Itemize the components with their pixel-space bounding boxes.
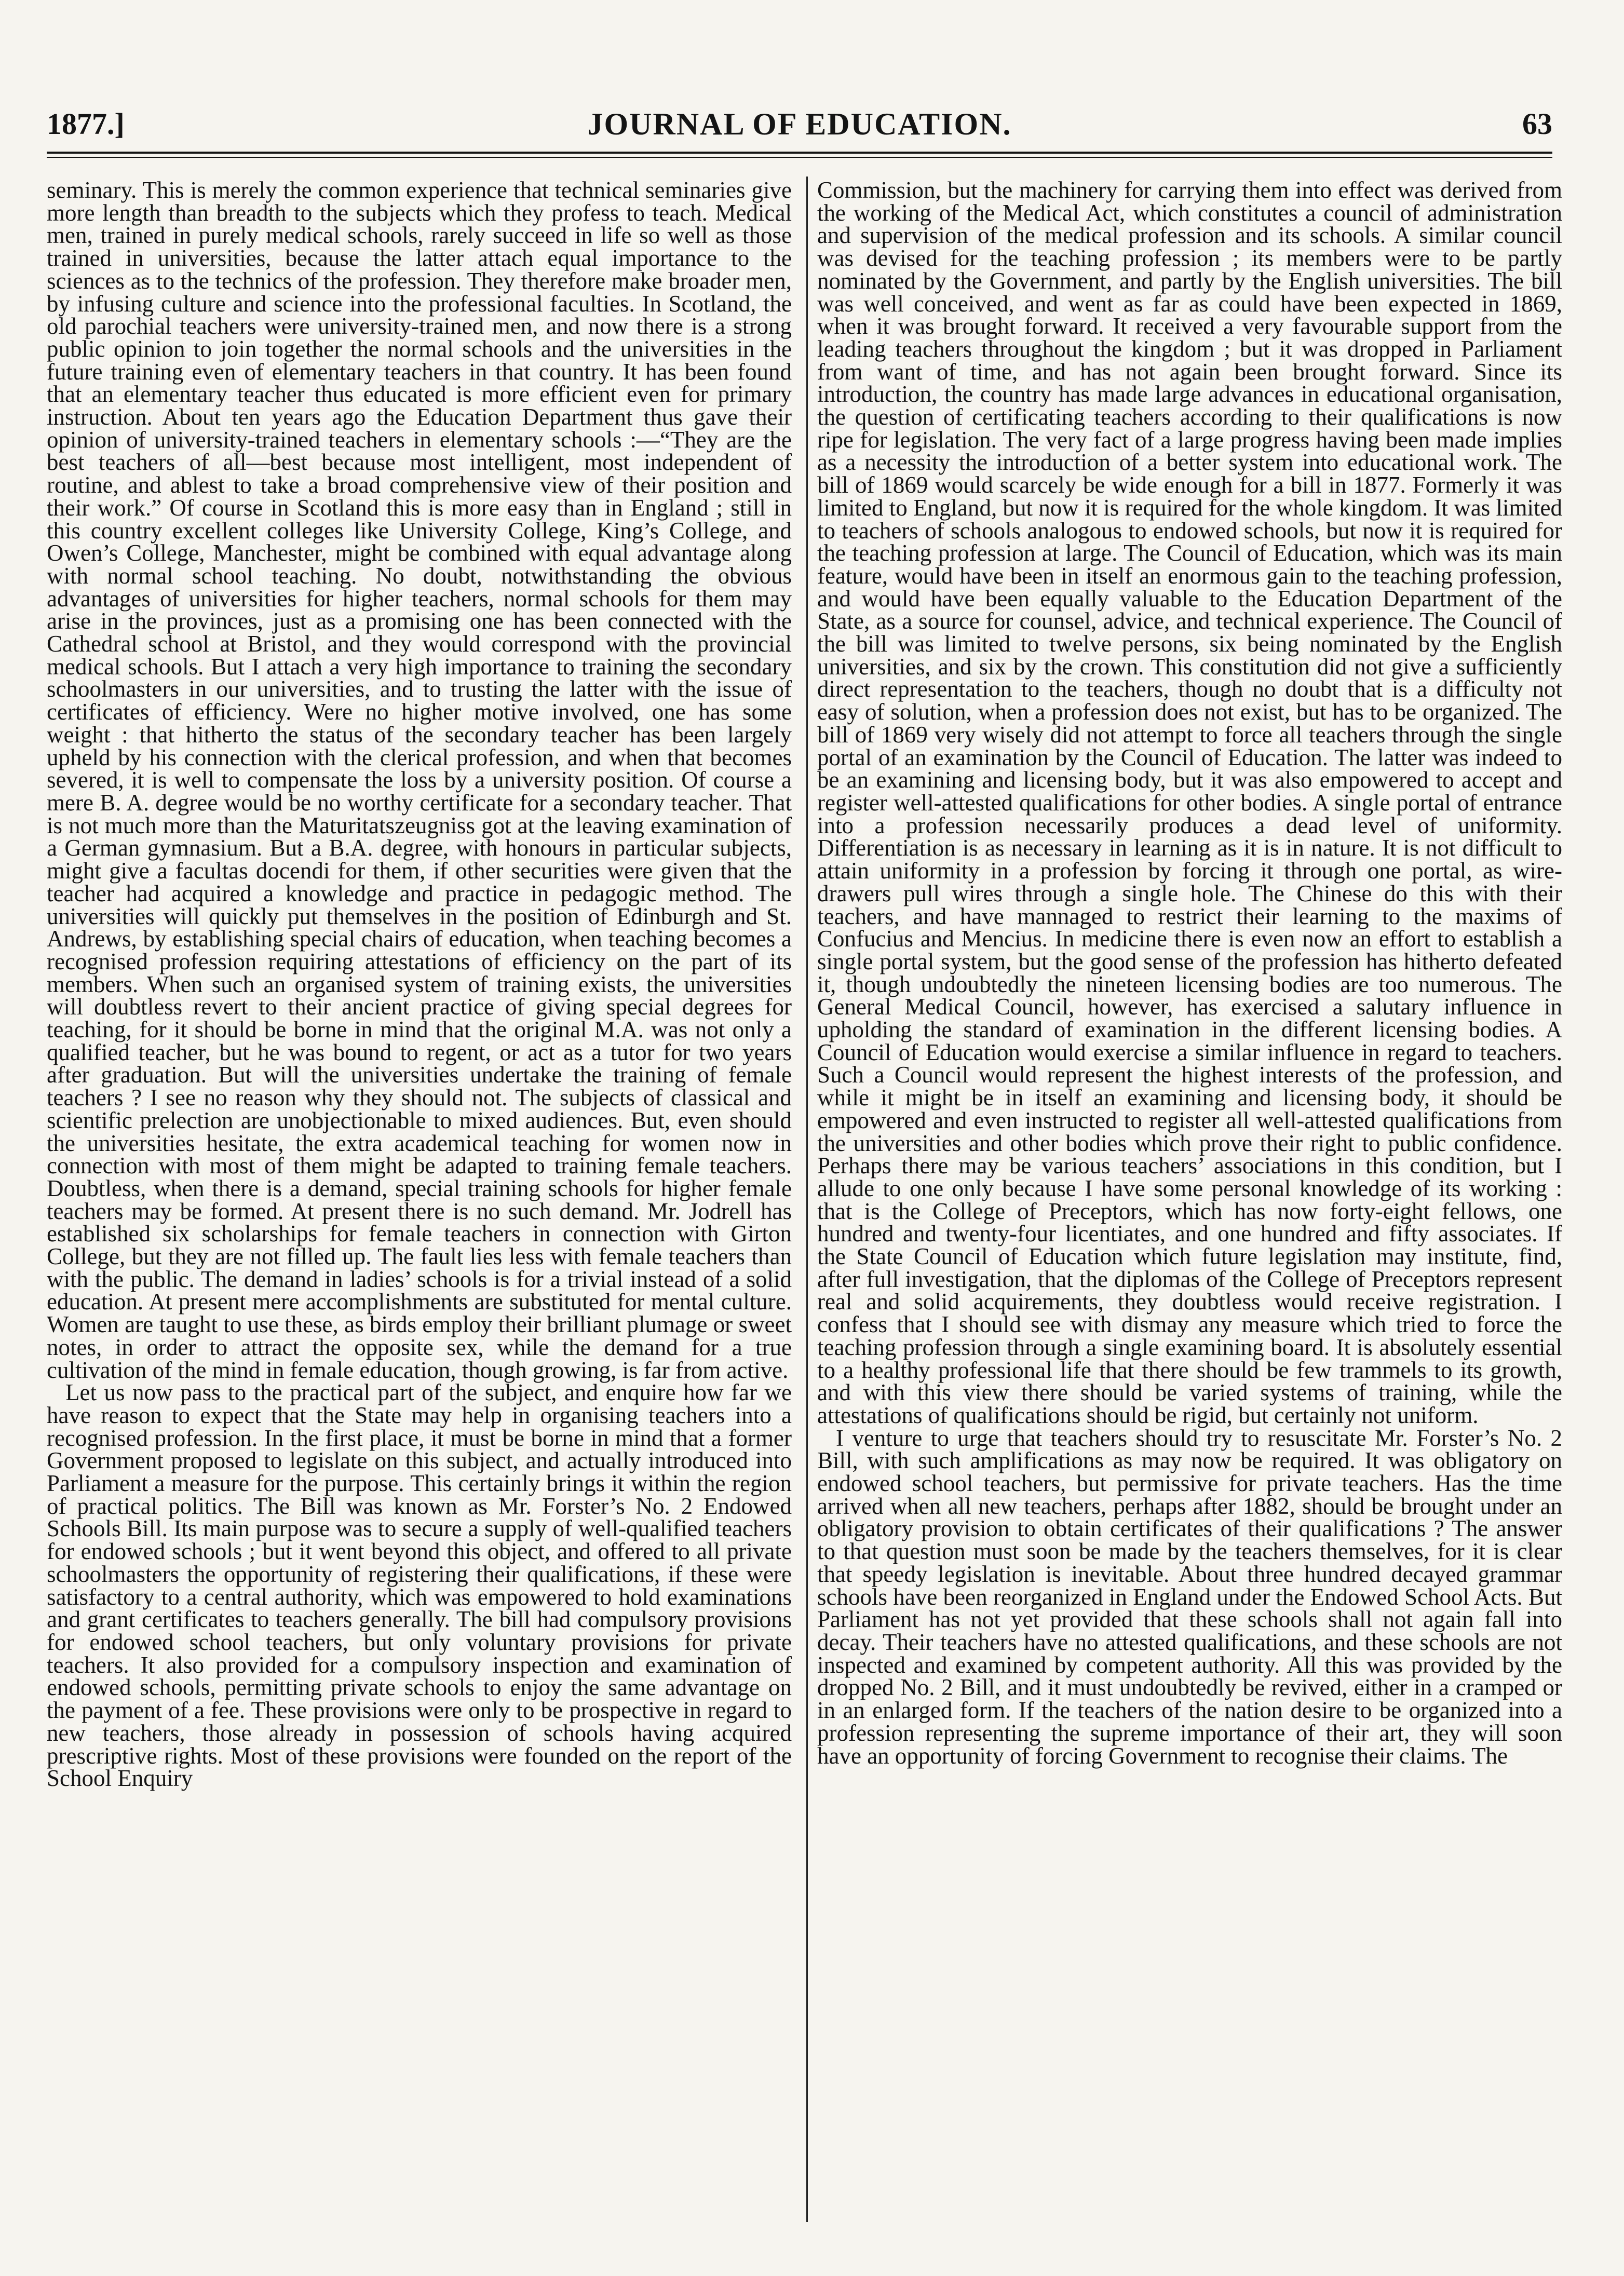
paragraph: Let us now pass to the practical part of the subject, and enquire how far we have reason to expect that the State may help in organising teachers into a recognised profession. In the first place, it must be borne in mind that a former Government proposed to legislate on this subject, and actually introduced into Parliament a measure for the purpose. This certainly brings it within the region of practical politics. The Bill was known as Mr. Forster’s No. 2 Endowed Schools Bill. Its main purpose was to secure a supply of well-qualified teachers for endowed schools ; but it went beyond this object, and offered to all private schoolmasters the opportunity of registering their qualifications, if these were satisfactory to a central authority, which was empowered to hold examinations and grant certificates to teachers generally. The bill had compulsory provisions for endowed school teachers, but only voluntary provisions for private teachers. It also provided for a compulsory inspection and examination of endowed schools, permitting private schools to enjoy the same advantage on the payment of a fee. These provisions were only to be prospective in regard to new teachers, those already in possession of schools having acquired prescriptive rights. Most of these provisions were founded on the report of the School Enquiry [47,1379,792,1792]
right-column [817,179,1562,2222]
paragraph: I venture to urge that teachers should try to resuscitate Mr. Forster’s No. 2 Bill, with such amplifications as may now be required. It was obligatory on endowed school teachers, but permissive for private teachers. Has the time arrived when all new teachers, perhaps after 1882, should be brought under an obligatory provision to obtain certificates of their qualifications ? The answer to that question must soon be made by the teachers themselves, for it is clear that speedy legislation is inevitable. About three hundred decayed grammar schools have been reorganized in England under the Endowed School Acts. But Parliament has not yet provided that these schools shall not again fall into decay. Their teachers have no attested qualifications, and these schools are not inspected and examined by competent authority. All this was provided by the dropped No. 2 Bill, and it must undoubtedly be revived, either in a cramped or in an enlarged form. If the teachers of the nation desire to be organized into a profession representing the supreme importance of their art, they will soon have an opportunity of forcing Government to recognise their claims. The [817,1425,1562,1769]
column-divider [806,177,808,2222]
header-rule [47,152,1552,154]
left-column [47,179,792,2222]
page-number: 63 [1522,107,1552,141]
header-rule-thin [47,157,1552,158]
journal-title: JOURNAL OF EDUCATION. [587,107,1012,141]
running-header [47,106,1552,153]
header-year: 1877.] [47,107,125,141]
paragraph: seminary. This is merely the common experience that technical seminaries give more length than breadth to the subjects which they profess to teach. Medical men, trained in purely medical schools, rarely succeed in life so well as those trained in universities, because the latter attach equal importance to the sciences as to the technics of the profession. They therefore make broader men, by infusing culture and science into the professional faculties. In Scotland, the old parochial teachers were university-trained men, and now there is a strong public opinion to join together the normal schools and the universities in the future training even of elementary teachers in that country. It has been found that an elementary teacher thus educated is more efficient even for primary instruction. About ten years ago the Education Department thus gave their opinion of university-trained teachers in elementary schools :—“They are the best teachers of all—best because most intelligent, most independent of routine, and ablest to take a broad comprehensive view of their position and their work.” Of course in Scotland this is more easy than in England ; still in this country excellent colleges like University College, King’s College, and Owen’s College, Manchester, might be combined with equal advantage along with normal school teaching. No doubt, notwithstanding the obvious advantages of universities for higher teachers, normal schools for them may arise in the provinces, just as a promising one has been connected with the Cathedral school at Bristol, and they would correspond with the provincial medical schools. But I attach a very high importance to training the secondary schoolmasters in our universities, and to trusting the latter with the issue of certificates of efficiency. Were no higher motive involved, one has some weight : that hitherto the status of the secondary teacher has been largely upheld by his connection with the clerical profession, and when that becomes severed, it is well to compensate the loss by a university position. Of course a mere B. A. degree would be no worthy certificate for a secondary teacher. That is not much more than the Maturitatszeugniss got at the leaving examination of a German gymnasium. But a B.A. degree, with honours in particular subjects, might give a facultas docendi for them, if other securities were given that the teacher had acquired a knowledge and practice in pedagogic method. The universities will quickly put themselves in the position of Edinburgh and St. Andrews, by establishing special chairs of education, when teaching becomes a recognised profession requiring attestations of efficiency on the part of its members. When such an organised system of training exists, the universities will doubtless revert to their ancient practice of giving special degrees for teaching, for it should be borne in mind that the original M.A. was not only a qualified teacher, but he was bound to regent, or act as a tutor for two years after graduation. But will the universities undertake the training of female teachers ? I see no reason why they should not. The subjects of classical and scientific prelection are unobjectionable to mixed audiences. But, even should the universities hesitate, the extra academical teaching for women now in connection with most of them might be adapted to training female teachers. Doubtless, when there is a demand, special training schools for higher female teachers may be formed. At present there is no such demand. Mr. Jodrell has established six scholarships for female teachers in connection with Girton College, but they are not filled up. The fault lies less with female teachers than with the public. The demand in ladies’ schools is for a trivial instead of a solid education. At present mere accomplishments are substituted for mental culture. Women are taught to use these, as birds employ their brilliant plumage or sweet notes, in order to attract the opposite sex, while the demand for a true cultivation of the mind in female education, though growing, is far from active. [47,179,792,1383]
paragraph: Commission, but the machinery for carrying them into effect was derived from the working of the Medical Act, which constitutes a council of administration and supervision of the medical profession and its schools. A similar council was devised for the teaching profession ; its members were to be partly nominated by the Government, and partly by the English universities. The bill was well conceived, and went as far as could have been expected in 1869, when it was brought forward. It received a very favourable support from the leading teachers throughout the kingdom ; but it was dropped in Parliament from want of time, and has not again been brought forward. Since its introduction, the country has made large advances in educational organisation, the question of certificating teachers according to their qualifications is now ripe for legislation. The very fact of a large progress having been made implies as a necessity the introduction of a better system into educational work. The bill of 1869 would scarcely be wide enough for a bill in 1877. Formerly it was limited to England, but now it is required for the whole kingdom. It was limited to teachers of schools analogous to endowed schools, but now it is required for the teaching profession at large. The Council of Education, which was its main feature, would have been in itself an enormous gain to the teaching profession, and would have been equally valuable to the Education Department of the State, as a source for counsel, advice, and technical experience. The Council of the bill was limited to twelve persons, six being nominated by the English universities, and six by the crown. This constitution did not give a sufficiently direct representation to the teachers, though no doubt that is a difficulty not easy of solution, when a profession does not exist, but has to be organized. The bill of 1869 very wisely did not attempt to force all teachers through the single portal of an examination by the Council of Education. The latter was indeed to be an examining and licensing body, but it was also empowered to accept and register well-attested qualifications for other bodies. A single portal of entrance into a profession necessarily produces a dead level of uniformity. Differentiation is as necessary in learning as it is in nature. It is not difficult to attain uniformity in a profession by forcing it through one portal, as wire-drawers pull wires through a single hole. The Chinese do this with their teachers, and have mannaged to restrict their learning to the maxims of Confucius and Mencius. In medicine there is even now an effort to establish a single portal system, but the good sense of the profession has hitherto defeated it, though undoubtedly the nineteen licensing bodies are too numerous. The General Medical Council, however, has exercised a salutary influence in upholding the standard of examination in the different licensing bodies. A Council of Education would exercise a similar influence in regard to teachers. Such a Council would represent the highest interests of the profession, and while it might be in itself an examining and licensing body, it should be empowered and even instructed to register all well-attested qualifications from the universities and other bodies which prove their right to public confidence. Perhaps there may be various teachers’ associations in this condition, but I allude to one only because I have some personal knowledge of its working : that is the College of Preceptors, which has now forty-eight fellows, one hundred and twenty-four licentiates, and one hundred and fifty associates. If the State Council of Education which future legislation may institute, find, after full investigation, that the diplomas of the College of Preceptors represent real and solid acquirements, they doubtless would receive registration. I confess that I should see with dismay any measure which tried to force the teaching profession through a single examining board. It is absolutely essential to a healthy professional life that there should be few trammels to its growth, and with this view there should be varied systems of training, while the attestations of qualifications should be rigid, but certainly not uniform. [817,179,1562,1428]
